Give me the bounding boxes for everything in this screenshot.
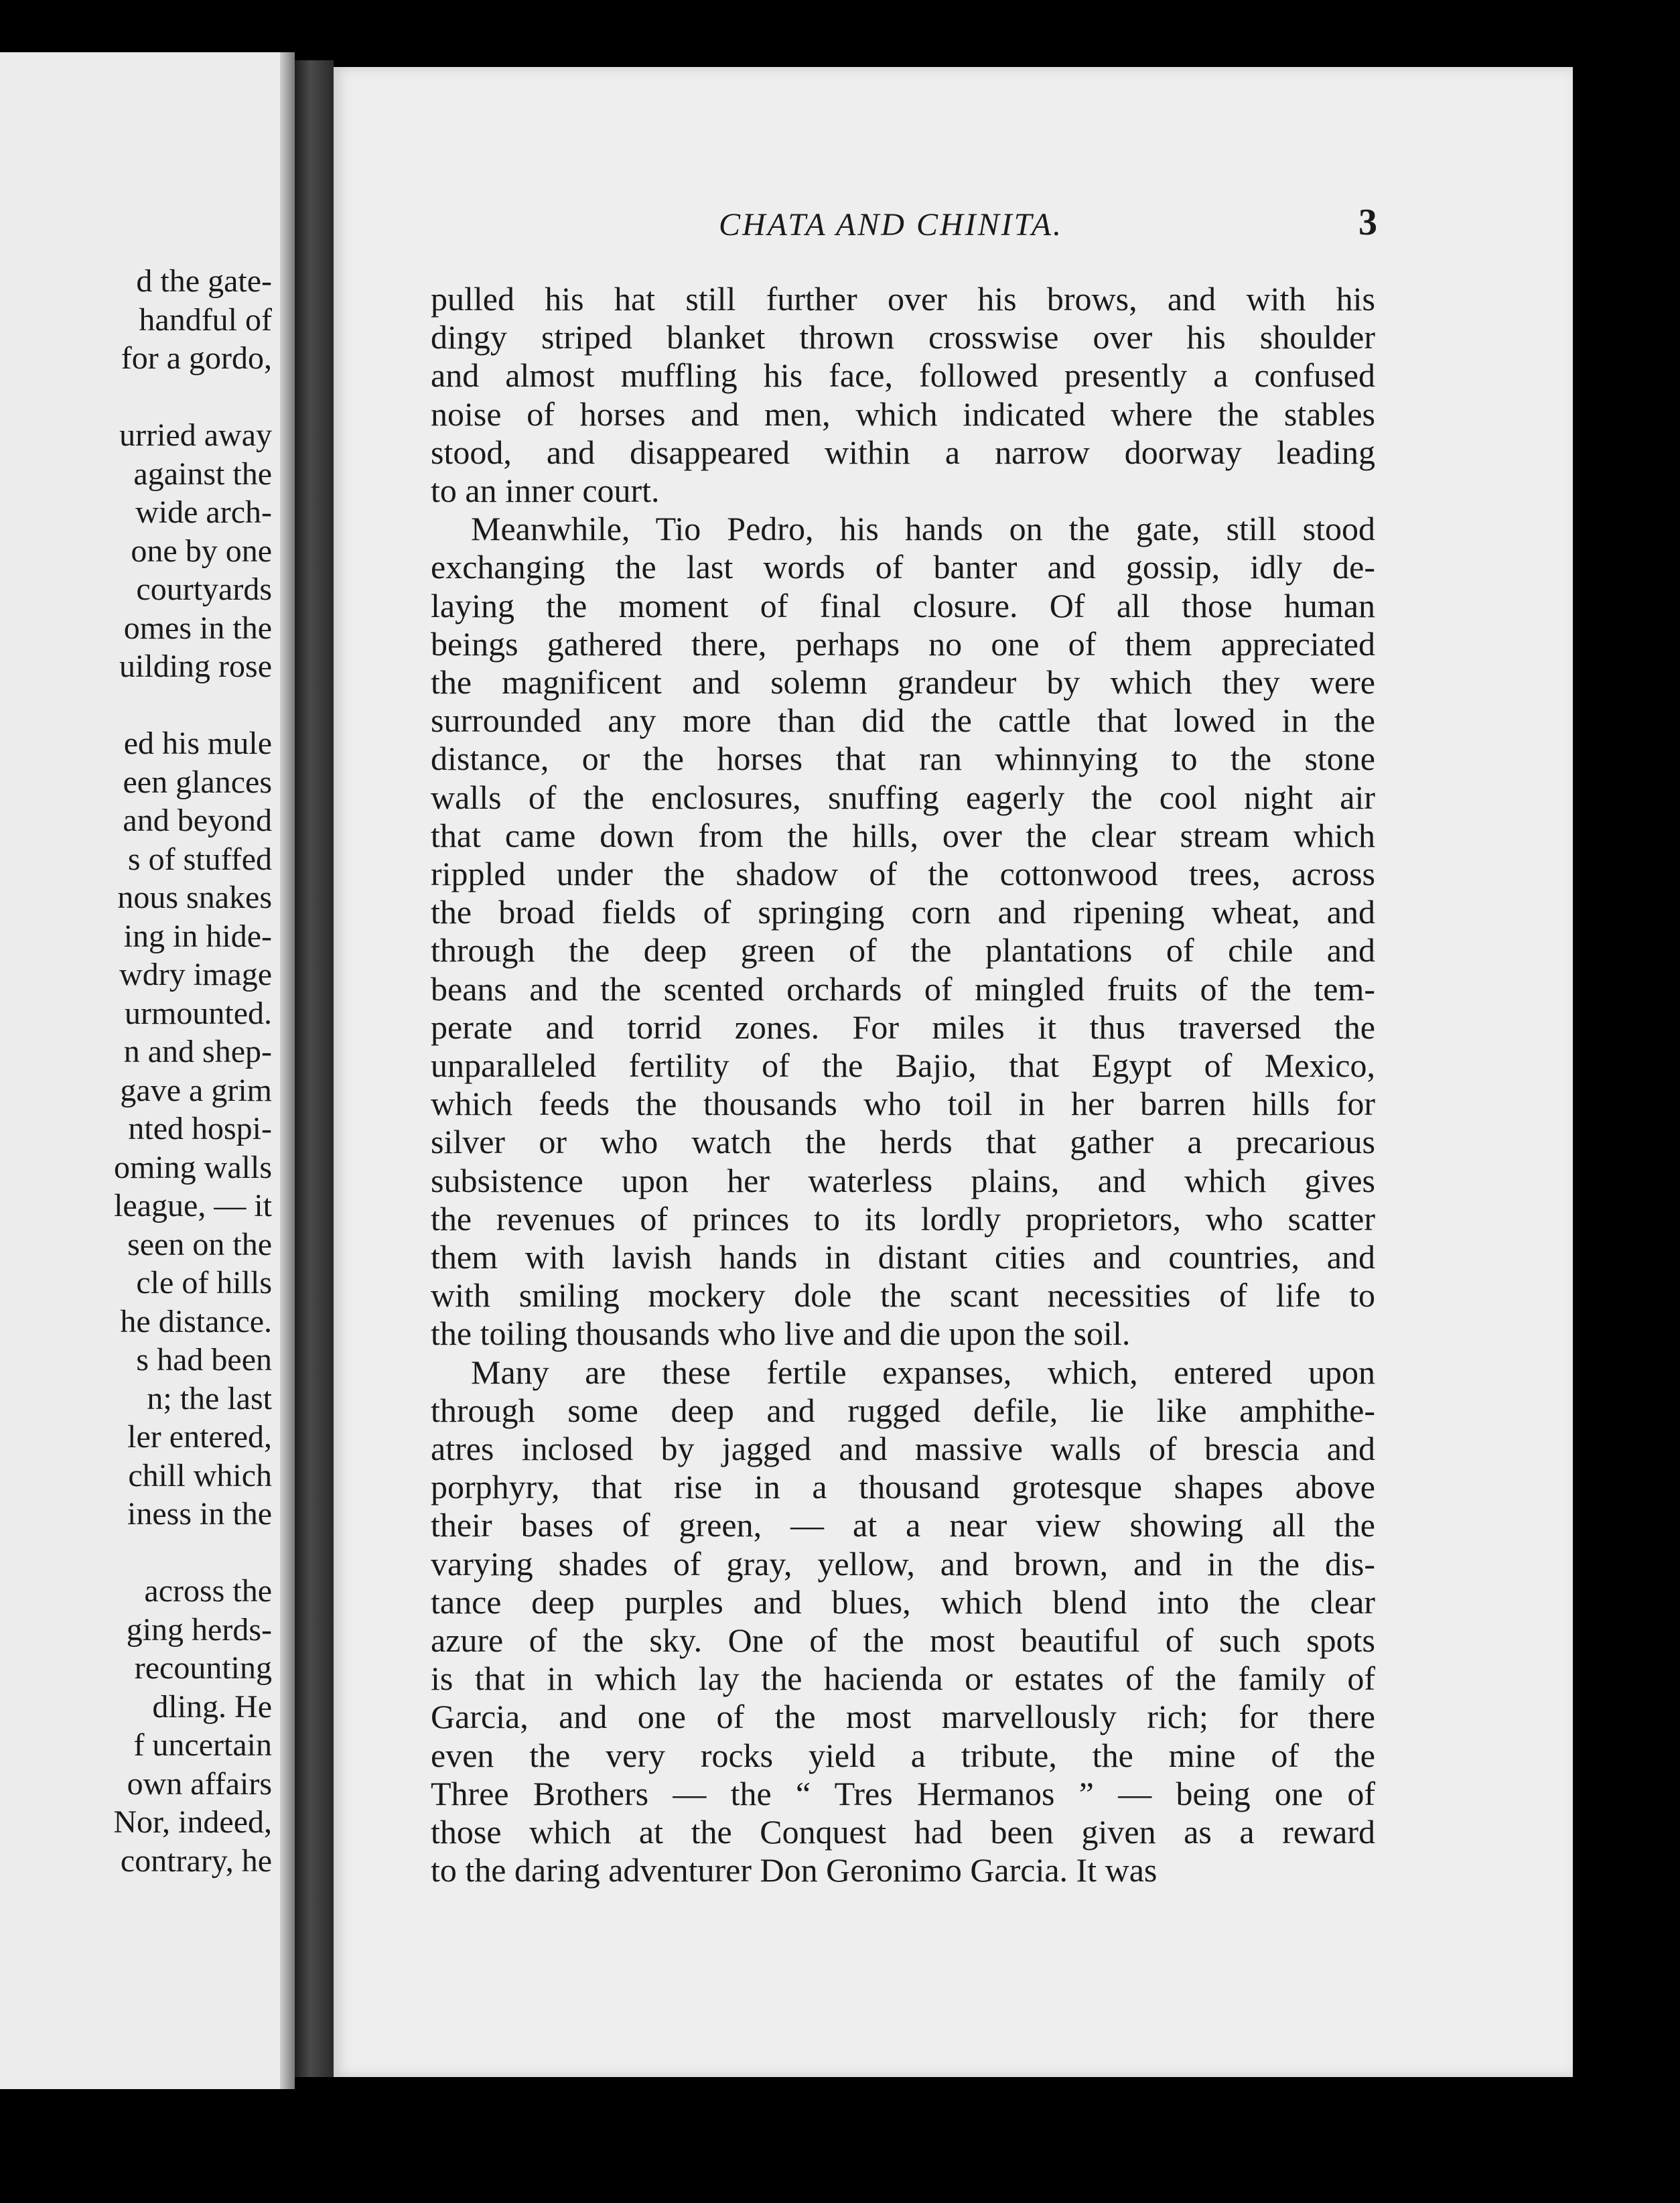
left-page-line: s had been xyxy=(136,1342,272,1378)
text-line: surrounded any more than did the cattle that lowed in the xyxy=(431,702,1375,740)
left-page-line: handful of xyxy=(139,302,272,338)
text-line: dingy striped blanket thrown crosswise over his shoulder xyxy=(431,318,1375,356)
left-page-line: own affairs xyxy=(127,1765,272,1802)
page-number: 3 xyxy=(1358,202,1377,243)
text-line: through some deep and rugged defile, lie like amphithe- xyxy=(431,1391,1375,1429)
left-page-line: n; the last xyxy=(147,1380,272,1416)
text-line: the magnificent and solemn grandeur by which they were xyxy=(431,663,1375,701)
left-page-line: n and shep- xyxy=(123,1034,272,1069)
left-page-line: urmounted. xyxy=(125,995,272,1031)
left-page-line: ging herds- xyxy=(126,1611,272,1648)
text-line: laying the moment of final closure. Of all those human xyxy=(431,586,1375,624)
left-page-line: ler entered, xyxy=(127,1419,272,1455)
text-line: with smiling mockery dole the scant necessities of life to xyxy=(431,1276,1375,1315)
text-line: porphyry, that rise in a thousand grotesque shapes above xyxy=(431,1468,1375,1506)
text-line: those which at the Conquest had been given as a reward xyxy=(431,1813,1375,1851)
text-line: unparalleled fertility of the Bajio, that Egypt of Mexico, xyxy=(431,1047,1375,1084)
text-line: exchanging the last words of banter and gossip, idly de- xyxy=(431,548,1375,586)
left-page-line: contrary, he xyxy=(120,1843,272,1879)
text-line: perate and torrid zones. For miles it thus traversed the xyxy=(431,1008,1375,1046)
text-line: them with lavish hands in distant cities and countries, and xyxy=(431,1238,1375,1276)
left-page-line: urried away xyxy=(119,417,272,453)
left-page-line: een glances xyxy=(123,764,272,800)
text-line: azure of the sky. One of the most beautiful of such spots xyxy=(431,1621,1375,1659)
text-line: their bases of green, — at a near view showing all the xyxy=(431,1506,1375,1544)
left-page-line: ing in hide- xyxy=(123,918,272,954)
left-page-line: recounting xyxy=(134,1650,272,1686)
left-page-line: dling. He xyxy=(152,1688,272,1725)
text-line: Many are these fertile expanses, which, entered upon xyxy=(471,1353,1375,1391)
left-page-line: ed his mule xyxy=(123,726,272,761)
text-line: varying shades of gray, yellow, and brown, and in the dis- xyxy=(431,1544,1375,1583)
text-line: the revenues of princes to its lordly proprietors, who scatter xyxy=(431,1199,1375,1238)
text-line: tance deep purples and blues, which blend into the clear xyxy=(431,1583,1375,1621)
text-line: Meanwhile, Tio Pedro, his hands on the gate, still stood xyxy=(471,510,1375,548)
left-page-line: seen on the xyxy=(127,1226,272,1262)
left-page-line: one by one xyxy=(131,533,272,569)
text-line: the broad fields of springing corn and ripening wheat, and xyxy=(431,893,1375,931)
left-page-line: wide arch- xyxy=(135,494,272,530)
text-line: through the deep green of the plantations of chile and xyxy=(431,931,1375,970)
text-line: walls of the enclosures, snuffing eagerly the cool night air xyxy=(431,778,1375,816)
text-line: beans and the scented orchards of mingled fruits of the tem- xyxy=(431,970,1375,1008)
left-page-line: Nor, indeed, xyxy=(113,1804,272,1840)
left-page-line: nous snakes xyxy=(117,880,272,915)
text-line: distance, or the horses that ran whinnying to the stone xyxy=(431,740,1375,778)
left-page-line: d the gate- xyxy=(136,263,272,299)
text-line: stood, and disappeared within a narrow doorway leading xyxy=(431,433,1375,471)
text-line: is that in which lay the hacienda or estates of the family of xyxy=(431,1660,1375,1698)
left-page-line: across the xyxy=(144,1573,272,1609)
left-page-gutter xyxy=(280,52,295,2089)
left-page xyxy=(0,52,295,2089)
left-page-line: nted hospi- xyxy=(128,1111,272,1146)
text-line: the toiling thousands who live and die upon the soil. xyxy=(431,1315,1131,1353)
text-line: noise of horses and men, which indicated where the stables xyxy=(431,395,1375,433)
left-page-line: s of stuffed xyxy=(127,841,272,877)
text-line: and almost muffling his face, followed presently a confused xyxy=(431,356,1375,395)
text-line: silver or who watch the herds that gather a precarious xyxy=(431,1123,1375,1161)
text-line: rippled under the shadow of the cottonwood trees, across xyxy=(431,855,1375,892)
left-page-line: gave a grim xyxy=(120,1072,272,1108)
left-page-line: against the xyxy=(133,456,272,492)
left-page-line: and beyond xyxy=(123,803,272,838)
left-page-line: he distance. xyxy=(120,1303,272,1339)
running-head: CHATA AND CHINITA. xyxy=(719,207,1064,243)
left-page-line: f uncertain xyxy=(133,1727,272,1763)
right-page xyxy=(334,67,1573,2077)
left-page-line: for a gordo, xyxy=(121,340,272,376)
text-line: pulled his hat still further over his brows, and with his xyxy=(431,280,1375,318)
text-line: to an inner court. xyxy=(431,472,660,509)
text-line: that came down from the hills, over the clear stream which xyxy=(431,816,1375,854)
left-page-line: uilding rose xyxy=(119,649,272,684)
text-line: atres inclosed by jagged and massive walls of brescia and xyxy=(431,1430,1375,1467)
left-page-line: cle of hills xyxy=(136,1265,272,1300)
left-page-line: oming walls xyxy=(114,1149,272,1185)
text-line: Garcia, and one of the most marvellously rich; for there xyxy=(431,1698,1375,1736)
left-page-line: wdry image xyxy=(119,957,272,992)
left-page-line: omes in the xyxy=(123,610,272,646)
text-line: subsistence upon her waterless plains, and which gives xyxy=(431,1161,1375,1199)
text-line: to the daring adventurer Don Geronimo Garcia. It was xyxy=(431,1851,1158,1889)
left-page-line: league, — it xyxy=(114,1188,272,1223)
text-line: which feeds the thousands who toil in her barren hills for xyxy=(431,1085,1375,1123)
text-line: Three Brothers — the “ Tres Hermanos ” — being one of xyxy=(431,1774,1375,1812)
text-line: beings gathered there, perhaps no one of them appreciated xyxy=(431,624,1375,663)
left-page-line: chill which xyxy=(128,1457,272,1493)
text-line: even the very rocks yield a tribute, the mine of the xyxy=(431,1736,1375,1774)
book-spine xyxy=(295,60,334,2077)
left-page-line: courtyards xyxy=(136,572,272,607)
left-page-line: iness in the xyxy=(127,1496,272,1532)
